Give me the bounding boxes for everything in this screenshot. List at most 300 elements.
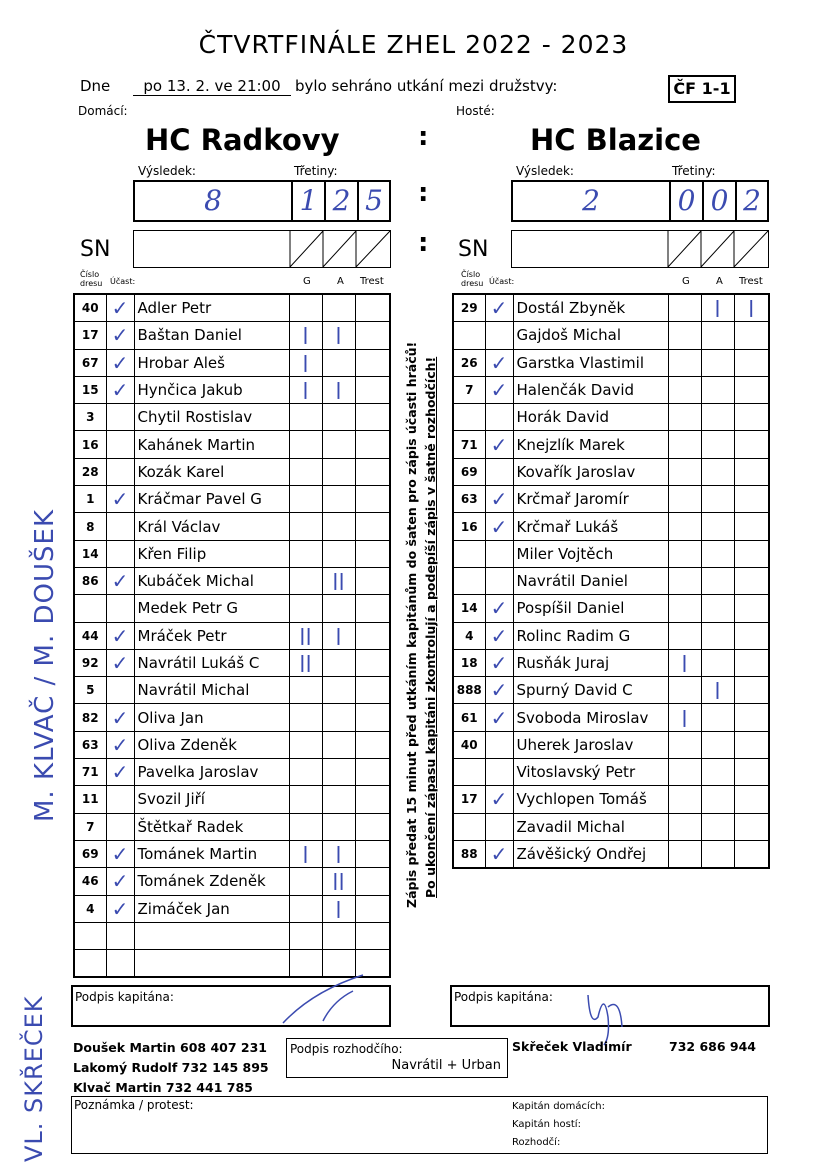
home-goals-cell: [289, 704, 322, 731]
away-penalty-cell: [734, 431, 769, 458]
away-attendance-check: [485, 322, 513, 349]
away-jersey-number: 18: [453, 649, 485, 676]
away-player-name: Spurný David C: [513, 677, 668, 704]
home-assists-cell: [322, 540, 355, 567]
away-g-label: G: [682, 276, 690, 287]
away-goals-cell: [668, 677, 701, 704]
away-assists-cell: [701, 840, 734, 868]
home-attendance-check: ✓: [106, 759, 134, 786]
home-penalty-cell: [355, 294, 390, 322]
home-penalty-cell: [355, 540, 390, 567]
away-jersey-number: 26: [453, 349, 485, 376]
away-assists-cell: |: [701, 677, 734, 704]
home-jersey-number: 15: [74, 376, 106, 403]
home-jersey-number: 69: [74, 840, 106, 867]
away-penalty-cell: [734, 595, 769, 622]
home-penalty-cell: [355, 895, 390, 922]
home-period-2: [324, 182, 357, 220]
home-player-name: Král Václav: [134, 513, 289, 540]
home-assists-cell: [322, 513, 355, 540]
home-captain-sign-label: Podpis kapitána:: [75, 990, 174, 1004]
home-player-row: [74, 922, 390, 949]
away-assists-cell: [701, 540, 734, 567]
home-player-name: Kozák Karel: [134, 458, 289, 485]
away-player-row: [453, 294, 769, 322]
home-result-label: Výsledek:: [138, 164, 196, 178]
away-assists-cell: [701, 649, 734, 676]
away-jersey-number: [453, 404, 485, 431]
away-player-name: Krčmař Jaromír: [513, 486, 668, 513]
played-text: bylo sehráno utkání mezi družstvy:: [295, 77, 558, 95]
home-player-name: Baštan Daniel: [134, 322, 289, 349]
away-penalty-cell: [734, 786, 769, 813]
away-jersey-number: [453, 567, 485, 594]
home-goals-cell: ||: [289, 649, 322, 676]
away-player-row: [453, 322, 769, 349]
home-goals-cell: [289, 567, 322, 594]
away-jersey-number: 7: [453, 376, 485, 403]
away-penalty-cell: [734, 458, 769, 485]
home-penalty-cell: [355, 649, 390, 676]
away-attendance-check: ✓: [485, 840, 513, 868]
away-attendance-check: ✓: [485, 595, 513, 622]
away-period-2: [702, 182, 735, 220]
away-attendance-check: [485, 759, 513, 786]
away-period-3-value: 2: [743, 184, 761, 217]
home-jersey-number: 14: [74, 540, 106, 567]
away-attendance-check: ✓: [485, 704, 513, 731]
away-jersey-number: 88: [453, 840, 485, 868]
home-player-row: [74, 868, 390, 895]
away-attendance-check: [485, 567, 513, 594]
home-captain-footer-label: Kapitán domácích:: [512, 1101, 606, 1112]
home-attendance-check: ✓: [106, 868, 134, 895]
away-player-row: [453, 404, 769, 431]
home-player-row: [74, 595, 390, 622]
home-assists-cell: [322, 294, 355, 322]
home-label: Domácí:: [78, 104, 128, 118]
away-captain-sign-label: Podpis kapitána:: [454, 990, 553, 1004]
home-trest-label: Trest: [360, 276, 384, 287]
home-player-name: Hrobar Aleš: [134, 349, 289, 376]
away-player-row: [453, 513, 769, 540]
home-player-name: Adler Petr: [134, 294, 289, 322]
away-penalty-cell: [734, 759, 769, 786]
referee-box[interactable]: [286, 1038, 508, 1078]
home-player-row: [74, 840, 390, 867]
away-player-name: Halenčák David: [513, 376, 668, 403]
away-label: Hosté:: [456, 104, 495, 118]
away-penalty-cell: [734, 567, 769, 594]
home-period-1: [291, 182, 324, 220]
home-jersey-number: [74, 922, 106, 949]
away-assists-cell: [701, 349, 734, 376]
score-separator: :: [418, 178, 429, 208]
home-penalty-cell: [355, 922, 390, 949]
home-penalty-cell: [355, 704, 390, 731]
away-jersey-number: 17: [453, 786, 485, 813]
home-player-row: [74, 540, 390, 567]
team-separator: :: [418, 122, 429, 152]
away-attendance-check: [485, 813, 513, 840]
away-goals-cell: |: [668, 649, 701, 676]
home-player-row: [74, 704, 390, 731]
contact-2: Lakomý Rudolf 732 145 895: [73, 1060, 269, 1075]
home-penalty-cell: [355, 759, 390, 786]
home-player-row: [74, 731, 390, 758]
home-jersey-number: 46: [74, 868, 106, 895]
home-attendance-check: [106, 431, 134, 458]
away-goals-cell: [668, 294, 701, 322]
home-period-2-value: 2: [332, 184, 351, 217]
home-player-row: [74, 622, 390, 649]
away-player-name: Uherek Jaroslav: [513, 731, 668, 758]
home-player-name: Medek Petr G: [134, 595, 289, 622]
away-player-name: Zavadil Michal: [513, 813, 668, 840]
home-penalty-cell: [355, 731, 390, 758]
away-player-name: Závěšický Ondřej: [513, 840, 668, 868]
home-attendance-check: [106, 922, 134, 949]
away-player-row: [453, 649, 769, 676]
away-player-row: [453, 540, 769, 567]
home-jersey-number: 11: [74, 786, 106, 813]
away-assists-cell: |: [701, 294, 734, 322]
away-assists-cell: [701, 404, 734, 431]
away-assists-cell: [701, 786, 734, 813]
home-jersey-number: [74, 950, 106, 978]
away-assists-cell: [701, 513, 734, 540]
home-attendance-check: ✓: [106, 704, 134, 731]
away-penalty-cell: [734, 840, 769, 868]
home-g-label: G: [303, 276, 311, 287]
away-player-row: [453, 567, 769, 594]
home-penalty-cell: [355, 840, 390, 867]
home-player-row: [74, 786, 390, 813]
home-player-row: [74, 431, 390, 458]
away-penalty-cell: [734, 376, 769, 403]
home-penalty-cell: [355, 431, 390, 458]
away-player-row: [453, 813, 769, 840]
note-label: Poznámka / protest:: [74, 1098, 194, 1112]
home-sn-box: [133, 230, 391, 268]
home-assists-cell: [322, 404, 355, 431]
home-attendance-check: ✓: [106, 349, 134, 376]
away-jersey-number: 4: [453, 622, 485, 649]
away-goals-cell: [668, 431, 701, 458]
away-jersey-number: 71: [453, 431, 485, 458]
home-periods-label: Třetiny:: [294, 164, 338, 178]
home-attendance-check: [106, 677, 134, 704]
home-assists-cell: |: [322, 322, 355, 349]
away-jersey-number: [453, 540, 485, 567]
home-player-name: Oliva Zdeněk: [134, 731, 289, 758]
away-jersey-number: 69: [453, 458, 485, 485]
away-attendance-check: ✓: [485, 786, 513, 813]
home-player-row: [74, 759, 390, 786]
away-goals-cell: [668, 567, 701, 594]
away-period-1: [669, 182, 702, 220]
away-penalty-cell: [734, 622, 769, 649]
away-player-name: Miler Vojtěch: [513, 540, 668, 567]
home-score-box: [133, 180, 391, 222]
away-goals-cell: [668, 322, 701, 349]
home-player-name: Mráček Petr: [134, 622, 289, 649]
away-player-row: [453, 458, 769, 485]
home-period-3-value: 5: [365, 184, 383, 217]
home-player-name: Pavelka Jaroslav: [134, 759, 289, 786]
home-attendance-check: [106, 540, 134, 567]
away-player-name: Rusňák Juraj: [513, 649, 668, 676]
home-jersey-number: 92: [74, 649, 106, 676]
away-goals-cell: [668, 595, 701, 622]
away-player-name: Pospíšil Daniel: [513, 595, 668, 622]
away-assists-cell: [701, 322, 734, 349]
away-penalty-cell: [734, 731, 769, 758]
home-penalty-cell: [355, 813, 390, 840]
home-player-name: Štětkař Radek: [134, 813, 289, 840]
away-penalty-cell: [734, 486, 769, 513]
home-period-1-value: 1: [299, 184, 318, 217]
home-roster-table: [73, 293, 391, 978]
away-assists-cell: [701, 376, 734, 403]
home-attendance-check: ✓: [106, 649, 134, 676]
note-box[interactable]: [71, 1096, 768, 1154]
away-player-name: Kovařík Jaroslav: [513, 458, 668, 485]
home-assists-cell: ||: [322, 567, 355, 594]
away-ucast-label: Účast:: [489, 277, 515, 286]
home-captain-signature: [253, 971, 373, 1027]
home-jersey-number: 4: [74, 895, 106, 922]
home-attendance-check: [106, 595, 134, 622]
home-attendance-check: ✓: [106, 840, 134, 867]
home-jersey-number: 86: [74, 567, 106, 594]
home-goals-cell: |: [289, 840, 322, 867]
home-goals-cell: [289, 868, 322, 895]
away-player-row: [453, 622, 769, 649]
away-jersey-number: 29: [453, 294, 485, 322]
away-penalty-cell: [734, 404, 769, 431]
home-goals-cell: [289, 895, 322, 922]
home-jersey-number: 63: [74, 731, 106, 758]
home-goals-cell: [289, 813, 322, 840]
home-jersey-number: 8: [74, 513, 106, 540]
away-goals-cell: [668, 458, 701, 485]
away-player-name: Garstka Vlastimil: [513, 349, 668, 376]
away-player-row: [453, 486, 769, 513]
home-assists-cell: |: [322, 840, 355, 867]
home-player-row: [74, 513, 390, 540]
home-assists-cell: [322, 786, 355, 813]
home-attendance-check: [106, 404, 134, 431]
away-goals-cell: [668, 786, 701, 813]
away-player-row: [453, 376, 769, 403]
away-player-name: Horák David: [513, 404, 668, 431]
away-assists-cell: [701, 731, 734, 758]
home-player-row: [74, 567, 390, 594]
away-assists-cell: [701, 486, 734, 513]
away-contact-name: Skřeček Vladimír: [512, 1039, 632, 1054]
home-assists-cell: [322, 922, 355, 949]
home-goals-cell: [289, 786, 322, 813]
home-assists-cell: |: [322, 622, 355, 649]
home-player-name: Kahánek Martin: [134, 431, 289, 458]
away-penalty-cell: [734, 540, 769, 567]
away-goals-cell: [668, 404, 701, 431]
away-goals-cell: [668, 349, 701, 376]
home-assists-cell: [322, 704, 355, 731]
home-attendance-check: [106, 786, 134, 813]
home-jersey-number: 16: [74, 431, 106, 458]
away-player-row: [453, 759, 769, 786]
away-player-row: [453, 349, 769, 376]
home-goals-cell: [289, 677, 322, 704]
away-player-name: Rolinc Radim G: [513, 622, 668, 649]
away-attendance-check: [485, 540, 513, 567]
away-player-name: Gajdoš Michal: [513, 322, 668, 349]
home-goals-cell: [289, 922, 322, 949]
away-jersey-number: 40: [453, 731, 485, 758]
home-penalty-cell: [355, 486, 390, 513]
home-captain-sign-box[interactable]: [71, 985, 391, 1027]
home-player-row: [74, 895, 390, 922]
away-player-name: Vychlopen Tomáš: [513, 786, 668, 813]
home-attendance-check: ✓: [106, 294, 134, 322]
home-score: 8: [204, 184, 222, 217]
home-player-name: Kráčmar Pavel G: [134, 486, 289, 513]
referee-footer-label: Rozhodčí:: [512, 1137, 561, 1148]
home-player-name: Tománek Zdeněk: [134, 868, 289, 895]
away-player-row: [453, 731, 769, 758]
away-sn-box: [511, 230, 769, 268]
away-penalty-cell: |: [734, 294, 769, 322]
home-goals-cell: |: [289, 349, 322, 376]
page-title: ČTVRTFINÁLE ZHEL 2022 - 2023: [198, 30, 629, 59]
away-result-label: Výsledek:: [516, 164, 574, 178]
away-assists-cell: [701, 704, 734, 731]
away-penalty-cell: [734, 677, 769, 704]
home-goals-cell: [289, 404, 322, 431]
home-jersey-number: 71: [74, 759, 106, 786]
home-assists-cell: [322, 649, 355, 676]
away-player-name: Svoboda Miroslav: [513, 704, 668, 731]
away-jersey-number: 888: [453, 677, 485, 704]
home-a-label: A: [337, 276, 344, 287]
away-player-row: [453, 677, 769, 704]
away-player-name: Vitoslavský Petr: [513, 759, 668, 786]
away-goals-cell: |: [668, 704, 701, 731]
home-goals-cell: [289, 513, 322, 540]
home-jersey-number: 67: [74, 349, 106, 376]
home-attendance-check: [106, 458, 134, 485]
home-penalty-cell: [355, 567, 390, 594]
sn-separator: :: [418, 228, 429, 258]
side-handwriting-skrecek: VL. SKŘEČEK: [20, 995, 48, 1162]
home-attendance-check: ✓: [106, 731, 134, 758]
home-attendance-check: ✓: [106, 895, 134, 922]
home-assists-cell: [322, 813, 355, 840]
home-assists-cell: |: [322, 376, 355, 403]
home-penalty-cell: [355, 376, 390, 403]
away-jersey-number: [453, 813, 485, 840]
home-player-row: [74, 404, 390, 431]
away-player-name: Krčmař Lukáš: [513, 513, 668, 540]
home-sn-label: SN: [80, 237, 111, 262]
center-note-1: Zápis předat 15 minut před utkáním kapitánům do šaten pro zápis účasti hráčů!: [404, 341, 419, 908]
contacts-list: [73, 1038, 269, 1098]
away-player-name: Knejzlík Marek: [513, 431, 668, 458]
center-note-2: Po ukončení zápasu kapitáni zkontrolují a podepíší zápis v šatně rozhodčích!: [423, 356, 438, 898]
home-assists-cell: [322, 431, 355, 458]
away-jersey-number: 63: [453, 486, 485, 513]
away-team-name: HC Blazice: [530, 123, 701, 157]
home-penalty-cell: [355, 622, 390, 649]
away-player-row: [453, 431, 769, 458]
home-penalty-cell: [355, 868, 390, 895]
match-code-text: ČF 1-1: [673, 79, 731, 98]
home-player-name: Navrátil Michal: [134, 677, 289, 704]
away-penalty-cell: [734, 513, 769, 540]
home-penalty-cell: [355, 322, 390, 349]
home-player-row: [74, 486, 390, 513]
away-attendance-check: ✓: [485, 486, 513, 513]
home-goals-cell: [289, 540, 322, 567]
home-attendance-check: [106, 950, 134, 978]
away-goals-cell: [668, 376, 701, 403]
home-assists-cell: [322, 458, 355, 485]
away-contact-phone: 732 686 944: [669, 1039, 756, 1054]
away-period-1-value: 0: [677, 184, 696, 217]
home-penalty-cell: [355, 349, 390, 376]
away-player-row: [453, 595, 769, 622]
away-assists-cell: [701, 431, 734, 458]
away-trest-label: Trest: [739, 276, 763, 287]
home-goals-cell: [289, 458, 322, 485]
home-assists-cell: |: [322, 895, 355, 922]
home-player-name: Chytil Rostislav: [134, 404, 289, 431]
home-sn-diagonals: [134, 231, 390, 267]
home-num-label: Číslo dresu: [80, 270, 103, 288]
home-player-row: [74, 376, 390, 403]
home-player-name: Hynčica Jakub: [134, 376, 289, 403]
home-player-row: [74, 322, 390, 349]
home-jersey-number: 1: [74, 486, 106, 513]
home-player-name: Navrátil Lukáš C: [134, 649, 289, 676]
home-assists-cell: [322, 349, 355, 376]
away-jersey-number: [453, 322, 485, 349]
away-a-label: A: [716, 276, 723, 287]
away-attendance-check: ✓: [485, 376, 513, 403]
home-period-3: [357, 182, 389, 220]
away-player-row: [453, 786, 769, 813]
away-goals-cell: [668, 813, 701, 840]
away-captain-sign-box[interactable]: [450, 985, 770, 1027]
away-jersey-number: 61: [453, 704, 485, 731]
away-assists-cell: [701, 458, 734, 485]
home-assists-cell: [322, 677, 355, 704]
home-player-row: [74, 677, 390, 704]
away-attendance-check: ✓: [485, 649, 513, 676]
away-attendance-check: ✓: [485, 349, 513, 376]
home-jersey-number: 3: [74, 404, 106, 431]
away-captain-footer-label: Kapitán hostí:: [512, 1119, 581, 1130]
home-penalty-cell: [355, 404, 390, 431]
home-attendance-check: ✓: [106, 376, 134, 403]
away-player-name: Navrátil Daniel: [513, 567, 668, 594]
home-player-row: [74, 458, 390, 485]
away-attendance-check: ✓: [485, 513, 513, 540]
away-player-name: Dostál Zbyněk: [513, 294, 668, 322]
home-jersey-number: [74, 595, 106, 622]
